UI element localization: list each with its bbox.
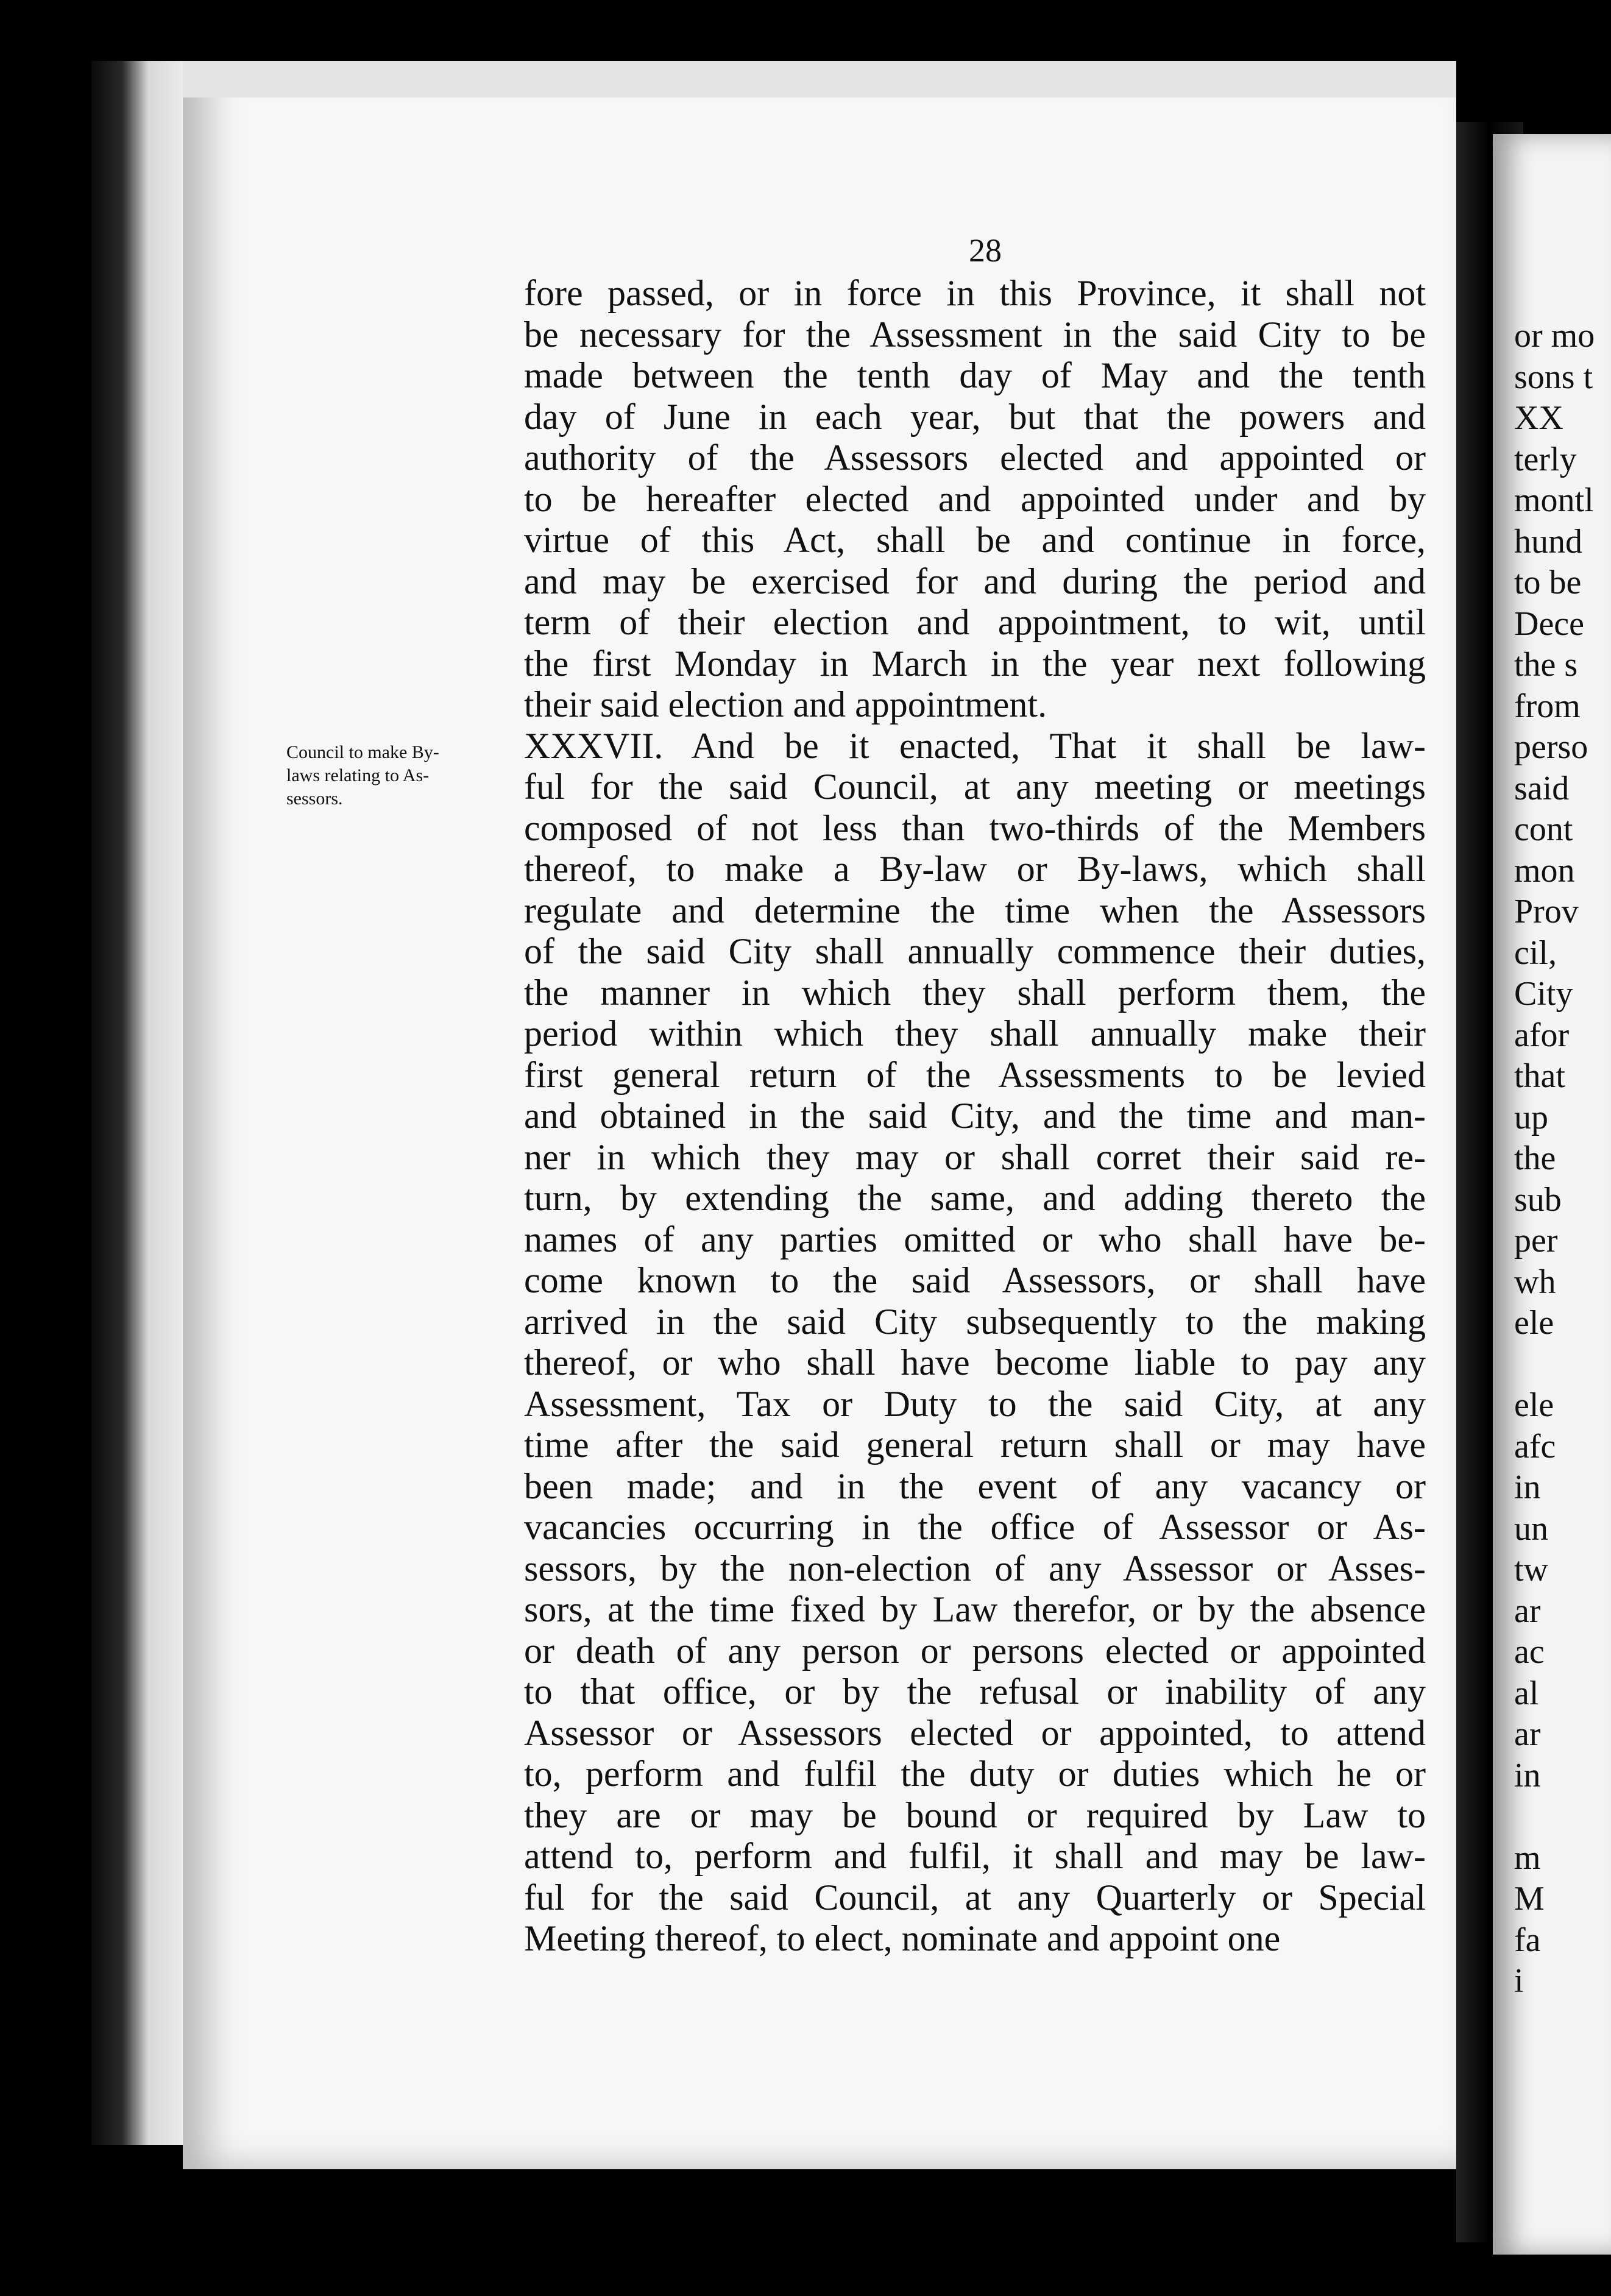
right-page-fragment: cont (1514, 810, 1573, 848)
right-page-fragment: ac (1514, 1633, 1545, 1671)
text-line: and may be exercised for and during the period and (524, 561, 1426, 601)
right-page-fragment: ar (1514, 1715, 1541, 1753)
text-line: ful for the said Council, at any Quarterly or Special (524, 1877, 1426, 1918)
text-line: period within which they shall annually make their (524, 1013, 1426, 1054)
right-page-fragment: Dece (1514, 604, 1585, 643)
right-page-fragment: M (1514, 1880, 1545, 1918)
right-page-fragment: sons t (1514, 358, 1593, 396)
right-page-fragment (1514, 1344, 1611, 1386)
text-line: time after the said general return shall or may have (524, 1425, 1426, 1465)
text-line: authority of the Assessors elected and appointed or (524, 438, 1426, 478)
right-page-fragment: or mo (1514, 317, 1595, 355)
text-line: to, perform and fulfil the duty or duties which he or (524, 1754, 1426, 1794)
text-line: the first Monday in March in the year next following (524, 643, 1426, 684)
margin-note-line: sessors. (286, 788, 343, 809)
text-line: of the said City shall annually commence their duties, (524, 931, 1426, 971)
right-page-fragment: City (1514, 975, 1573, 1013)
right-page-fragment: fa (1514, 1921, 1541, 1959)
right-page-fragment: XX (1514, 399, 1563, 437)
text-line: be necessary for the Assessment in the said City to be (524, 314, 1426, 355)
text-line: Meeting thereof, to elect, nominate and appoint one (524, 1918, 1281, 1958)
right-page-fragment: un (1514, 1509, 1548, 1548)
text-line: day of June in each year, but that the powers and (524, 396, 1426, 437)
text-line: come known to the said Assessors, or shall have (524, 1260, 1426, 1300)
right-page-fragment: m (1514, 1838, 1541, 1877)
text-line: sors, at the time fixed by Law therefor, or by the absence (524, 1589, 1426, 1629)
text-line: XXXVII. And be it enacted, That it shall be law- (524, 725, 1426, 766)
page-number: 28 (969, 232, 1002, 269)
right-page-fragment: ar (1514, 1592, 1541, 1630)
right-page-fragment: per (1514, 1222, 1558, 1260)
text-line: made between the tenth day of May and the tenth (524, 355, 1426, 395)
margin-note-line: laws relating to As- (286, 765, 430, 785)
right-page-fragment: al (1514, 1674, 1539, 1712)
right-page-fragment: afc (1514, 1427, 1556, 1465)
right-page-fragment: montl (1514, 481, 1594, 519)
right-page-fragment: ele (1514, 1386, 1554, 1424)
right-page-fragment: afor (1514, 1016, 1570, 1054)
text-line: fore passed, or in force in this Province, it shall not (524, 273, 1426, 313)
text-line: Assessor or Assessors elected or appointed, to attend (524, 1712, 1426, 1753)
text-line: and obtained in the said City, and the time and man- (524, 1096, 1426, 1136)
text-line: to that office, or by the refusal or inability of any (524, 1671, 1426, 1712)
right-page-fragment: ele (1514, 1304, 1554, 1342)
right-page-fragment: tw (1514, 1551, 1548, 1589)
text-line: been made; and in the event of any vacancy or (524, 1465, 1426, 1506)
right-page-fragment: perso (1514, 728, 1588, 766)
right-page-fragment: mon (1514, 851, 1575, 890)
text-line: thereof, to make a By-law or By-laws, which shall (524, 849, 1426, 889)
body-text (524, 273, 1426, 1960)
right-page-fragment (1514, 1796, 1611, 1838)
right-page-fragment: to be (1514, 564, 1582, 601)
right-page-fragment: that (1514, 1057, 1565, 1095)
text-line: arrived in the said City subsequently to the making (524, 1301, 1426, 1342)
right-page-fragment: cil, (1514, 934, 1557, 972)
right-page-fragment: the s (1514, 646, 1578, 684)
margin-note (286, 741, 518, 810)
text-line: they are or may be bound or required by Law to (524, 1795, 1426, 1835)
right-page-fragment: from (1514, 687, 1581, 725)
text-line: names of any parties omitted or who shall have be- (524, 1219, 1426, 1260)
text-line: their said election and appointment. (524, 684, 1047, 725)
right-page-fragment: terly (1514, 440, 1577, 478)
right-page-fragment: the (1514, 1139, 1556, 1177)
text-line: or death of any person or persons elected or appointed (524, 1630, 1426, 1671)
text-line: composed of not less than two-thirds of the Members (524, 807, 1426, 848)
page-top-edge (183, 61, 1456, 97)
text-line: regulate and determine the time when the Assessors (524, 890, 1426, 930)
right-page-fragment: i (1514, 1962, 1524, 2000)
right-page-fragment: in (1514, 1756, 1541, 1795)
text-line: thereof, or who shall have become liable to pay any (524, 1342, 1426, 1383)
margin-note-line: Council to make By- (286, 742, 439, 762)
text-line: ner in which they may or shall corret their said re- (524, 1136, 1426, 1177)
text-line: attend to, perform and fulfil, it shall and may be law- (524, 1836, 1426, 1876)
right-page-fragment: hund (1514, 522, 1582, 561)
right-page-fragment: said (1514, 769, 1570, 807)
text-line: vacancies occurring in the office of Assessor or As- (524, 1507, 1426, 1547)
right-page-fragment: sub (1514, 1180, 1562, 1219)
right-page-text (1514, 316, 1611, 2002)
text-line: ful for the said Council, at any meeting or meetings (524, 767, 1426, 807)
text-line: the manner in which they shall perform them, the (524, 972, 1426, 1013)
text-line: term of their election and appointment, to wit, until (524, 602, 1426, 642)
right-page-fragment: in (1514, 1469, 1541, 1506)
right-page-fragment: Prov (1514, 893, 1579, 930)
book-binding (91, 61, 195, 2145)
text-line: to be hereafter elected and appointed under and by (524, 478, 1426, 519)
text-line: turn, by extending the same, and adding thereto the (524, 1178, 1426, 1218)
text-line: first general return of the Assessments to be levied (524, 1054, 1426, 1095)
right-page-fragment: wh (1514, 1263, 1556, 1301)
text-line: virtue of this Act, shall be and continue in force, (524, 520, 1426, 560)
right-page-fragment: up (1514, 1098, 1548, 1136)
text-line: Assessment, Tax or Duty to the said City, at any (524, 1383, 1426, 1424)
text-line: sessors, by the non-election of any Assessor or Asses- (524, 1548, 1426, 1589)
